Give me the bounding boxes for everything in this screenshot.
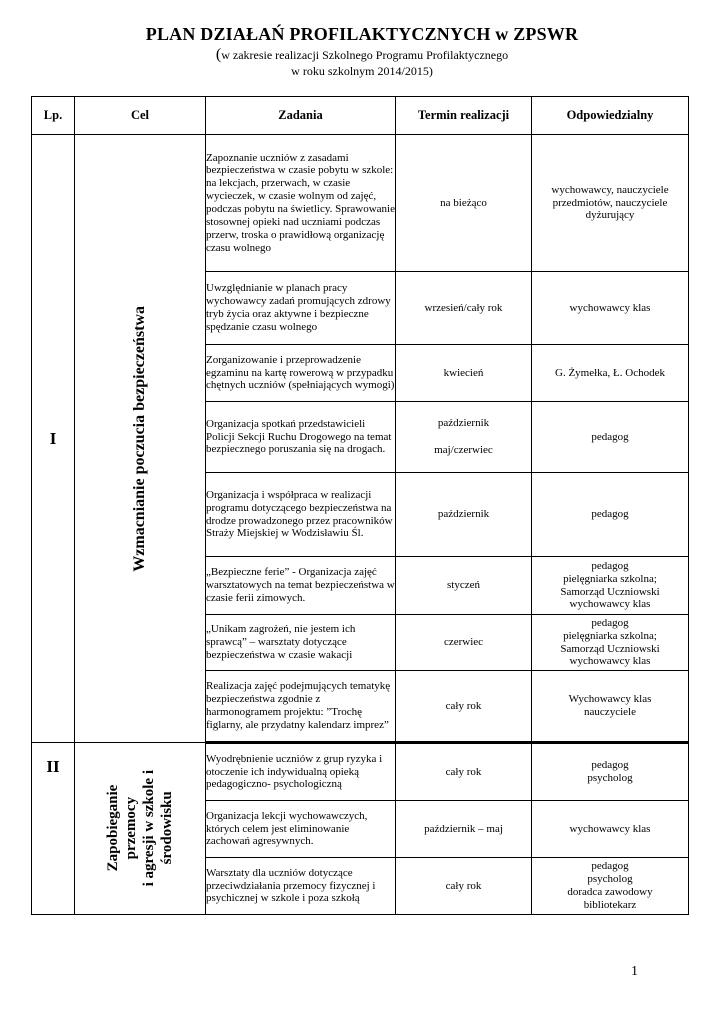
responsible-cell [532,671,689,743]
task-cell: Realizacja zajęć podejmujących tematykę bezpieczeństwa zgodnie z harmonogramem projektu: ”Trochę figlarny, ale przydatny kalendarz imprez” [206,671,396,743]
term-cell: październik – maj [396,801,532,858]
table-row [32,743,689,801]
table-header-row [32,97,689,135]
section-goal-cell [75,743,206,915]
subtitle-line-2: w roku szkolnym 2014/2015) [291,64,433,78]
task-cell: Wyodrębnienie uczniów z grup ryzyka i otoczenie ich indywidualną opieką pedagogiczno- psychologiczną [206,743,396,801]
plan-table [31,96,689,915]
task-cell: „Unikam zagrożeń, nie jestem ich sprawcą” – warsztaty dotyczące bezpieczeństwa w czasie wakacji [206,615,396,671]
task-cell: Warsztaty dla uczniów dotyczące przeciwdziałania przemocy fizycznej i psychicznej w szkole i poza szkołą [206,858,396,915]
term-cell [396,402,532,473]
task-cell: Organizacja spotkań przedstawicieli Policji Sekcji Ruchu Drogowego na temat bezpiecznego poruszania się na drogach. [206,402,396,473]
term-cell: cały rok [396,858,532,915]
section-goal-line: i agresji w szkole i [141,770,157,887]
responsible-line: psycholog [587,873,633,886]
responsible-line: bibliotekarz [583,898,637,911]
term-line: maj/czerwiec [434,444,493,456]
term-cell: wrzesień/cały rok [396,272,532,345]
column-header-lp: Lp. [32,97,75,135]
section-goal-line: środowisku [159,791,175,866]
task-cell: Organizacja lekcji wychowawczych, których celem jest eliminowanie zachowań agresywnych. [206,801,396,858]
task-cell: „Bezpieczne ferie” - Organizacja zajęć warsztatowych na temat bezpieczeństwa w czasie ferii zimowych. [206,557,396,615]
column-header-term: Termin realizacji [396,97,532,135]
responsible-line: doradca zawodowy [567,886,653,898]
section-number: I [32,135,75,743]
task-cell: Uwzględnianie w planach pracy wychowawcy zadań promujących zdrowy tryb życia oraz aktywne i bezpieczne spędzanie czasu wolnego [206,272,396,345]
responsible-line: pedagog [591,616,629,629]
term-cell: styczeń [396,557,532,615]
responsible-line: pielęgniarka szkolna; [563,572,657,585]
responsible-cell: pedagog [532,402,689,473]
table-row [32,135,689,272]
task-cell: Zapoznanie uczniów z zasadami bezpieczeństwa w czasie pobytu w szkole: na lekcjach, przerwach, w czasie wycieczek, w czasie wolnym od zajęć, podczas pobytu na świetlicy. Sprawowanie stosownej opieki nad uczniami podczas przerw, troska o prawidłową organizację czasu wolnego [206,135,396,272]
term-cell: cały rok [396,743,532,801]
responsible-line: pedagog [591,860,629,873]
section-number: II [32,743,75,915]
task-cell: Zorganizowanie i przeprowadzenie egzaminu na kartę rowerową w przypadku chętnych uczniów (spełniających wymogi) [206,345,396,402]
page-number: 1 [631,964,638,979]
responsible-line: pedagog [591,759,629,772]
term-cell: kwiecień [396,345,532,402]
responsible-cell [532,858,689,915]
responsible-cell [532,615,689,671]
responsible-line: pielęgniarka szkolna; [563,629,657,642]
subtitle-paren: ( [215,46,222,63]
column-header-responsible: Odpowiedzialny [532,97,689,135]
section-goal: Wzmacnianie poczucia bezpieczeństwa [131,305,149,572]
responsible-line: wychowawcy klas [569,598,651,611]
responsible-line: Samorząd Uczniowski [560,642,660,655]
responsible-cell: wychowawcy klas [532,272,689,345]
responsible-cell [532,557,689,615]
section-goal-line: przemocy [123,797,139,860]
section-goal-line: Zapobieganie [105,785,121,872]
term-cell: czerwiec [396,615,532,671]
task-cell: Organizacja i współpraca w realizacji programu dotyczącego bezpieczeństwa na drodze prowadzonego przez pracowników Straży Miejskiej w Wodzisławiu Śl. [206,473,396,557]
responsible-cell [532,743,689,801]
section-goal [104,770,176,886]
responsible-line: Samorząd Uczniowski [560,585,660,598]
term-line: październik [437,417,490,430]
subtitle-text-1: w zakresie realizacji Szkolnego Programu Profilaktycznego [221,48,509,62]
responsible-line: Wychowawcy klas [568,693,652,706]
term-cell: na bieżąco [396,135,532,272]
responsible-cell: wychowawcy, nauczyciele przedmiotów, nauczyciele dyżurujący [532,135,689,272]
subtitle-line-1 [0,46,724,64]
responsible-line: pedagog [591,559,629,572]
column-header-tasks: Zadania [206,97,396,135]
responsible-line: psycholog [587,772,633,784]
responsible-line: wychowawcy klas [569,655,651,668]
responsible-cell: wychowawcy klas [532,801,689,858]
page-title: PLAN DZIAŁAŃ PROFILAKTYCZNYCH w ZPSWR [145,24,579,44]
term-cell: cały rok [396,671,532,743]
section-goal-cell [75,135,206,743]
responsible-cell: pedagog [532,473,689,557]
term-cell: październik [396,473,532,557]
column-header-goal: Cel [75,97,206,135]
responsible-cell: G. Żymełka, Ł. Ochodek [532,345,689,402]
responsible-line: nauczyciele [584,706,636,718]
